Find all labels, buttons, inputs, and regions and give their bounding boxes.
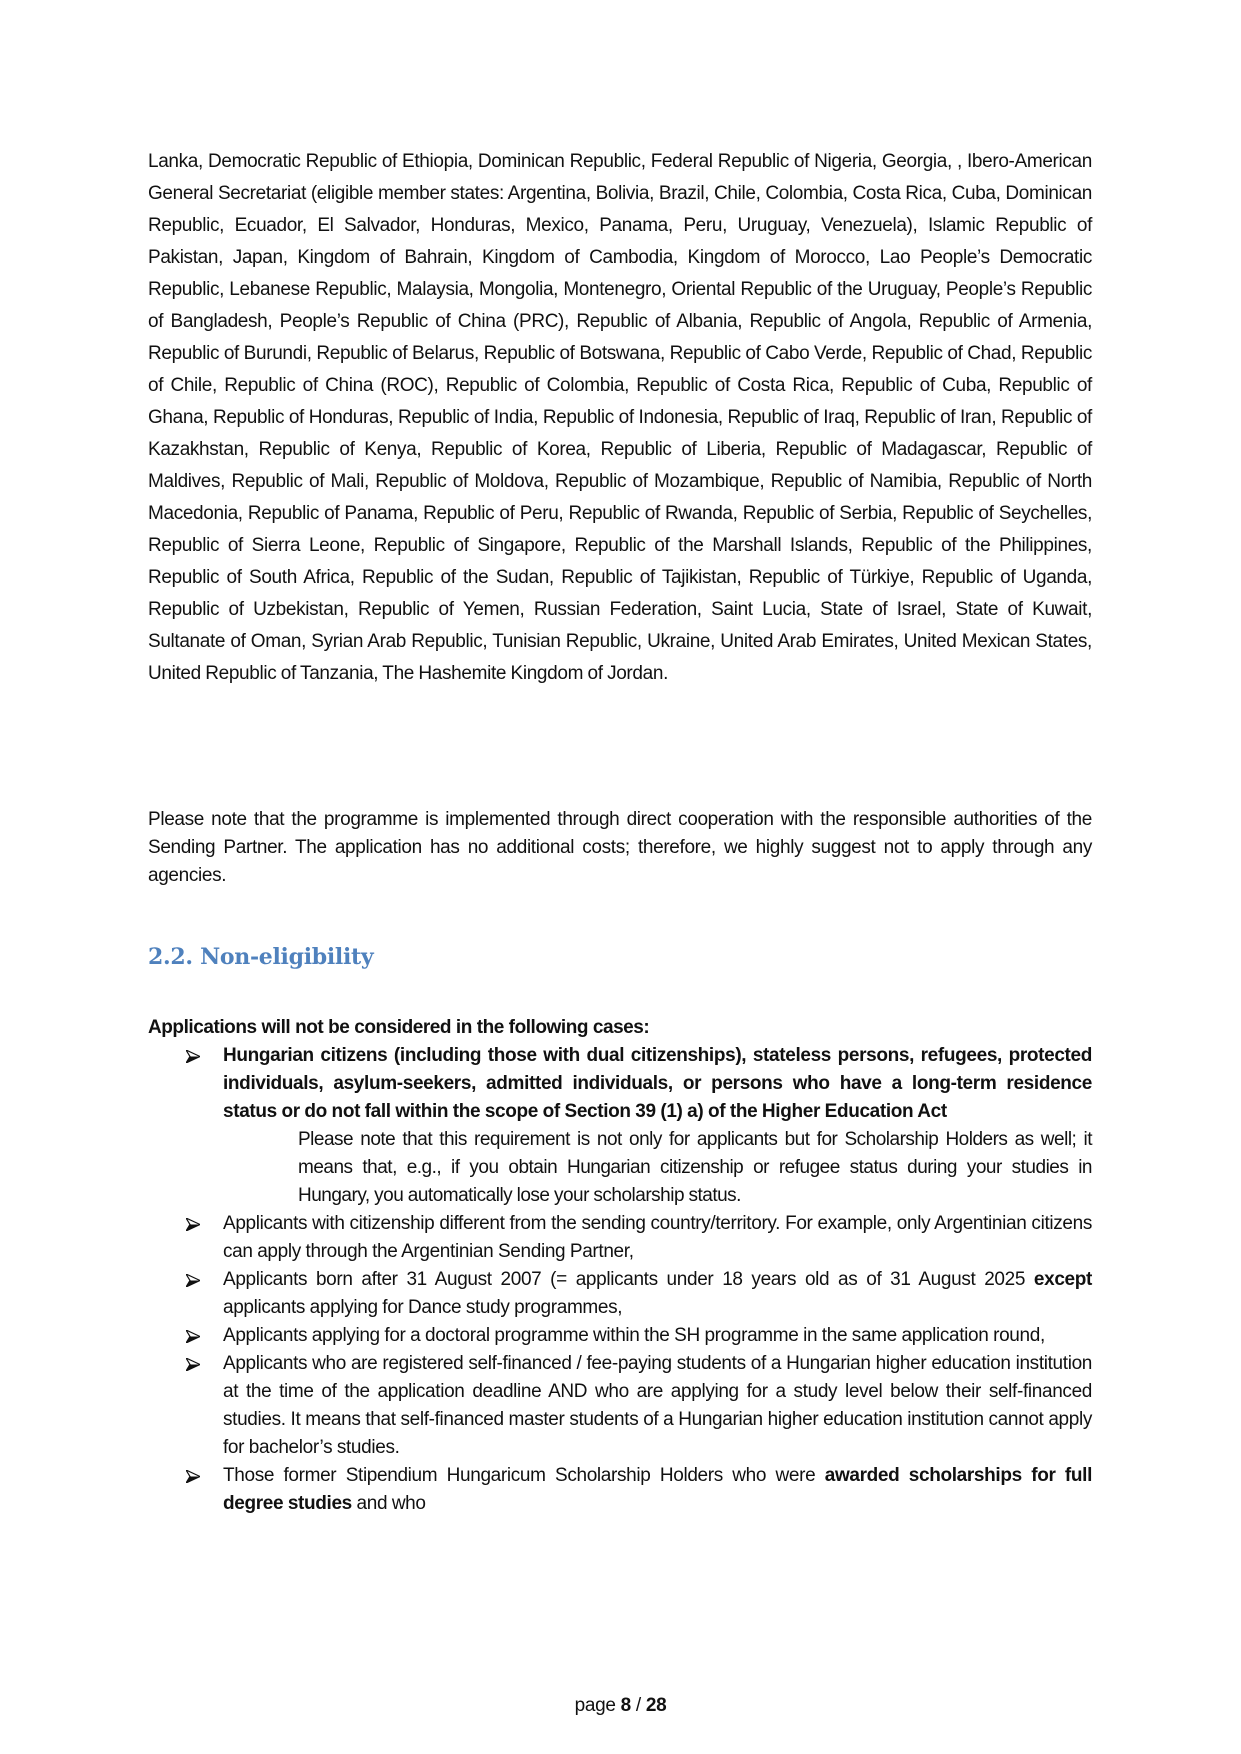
- list-item-text: Applicants applying for a doctoral programme within the SH programme in the same application round,: [223, 1325, 1045, 1346]
- list-item-bold-text: awarded scholarships for full degree studies: [223, 1465, 1093, 1514]
- arrowhead-bullet-icon: [186, 1210, 202, 1238]
- page-footer: [0, 1694, 1241, 1718]
- arrowhead-bullet-icon: [186, 1322, 202, 1350]
- arrowhead-bullet-icon: [186, 1350, 202, 1378]
- arrowhead-bullet-icon: [186, 1042, 202, 1070]
- current-page-number: 8: [620, 1695, 631, 1716]
- list-item-bold-text: except: [1033, 1269, 1092, 1290]
- list-item: [148, 1042, 1092, 1210]
- list-item-text: Those former Stipendium Hungaricum Scholarship Holders who were: [223, 1465, 825, 1486]
- list-item-text: applicants applying for Dance study programmes,: [223, 1297, 623, 1318]
- non-eligibility-list: [148, 1042, 1092, 1518]
- arrowhead-bullet-icon: [186, 1462, 202, 1490]
- list-item-note: Please note that this requirement is not only for applicants but for Scholarship Holders as well; it means that, e.g., if you obtain Hungarian citizenship or refugee status during your studies in Hungary, you automatically lose your scholarship status.: [298, 1129, 1092, 1206]
- eligible-countries-paragraph: Lanka, Democratic Republic of Ethiopia, Dominican Republic, Federal Republic of Nigeria, Georgia, , Ibero-American General Secretariat (eligible member states: Argentina, Bolivia, Brazil, Chile, Colombia, Costa Rica, Cuba, Dominican Republic, Ecuador, El Salvador, Honduras, Mexico, Panama, Peru, Uruguay, Venezuela), Islamic Republic of Pakistan, Japan, Kingdom of Bahrain, Kingdom of Cambodia, Kingdom of Morocco, Lao People’s Democratic Republic, Lebanese Republic, Malaysia, Mongolia, Montenegro, Oriental Republic of the Uruguay, People’s Republic of Bangladesh, People’s Republic of China (PRC), Republic of Albania, Republic of Angola, Republic of Armenia, Republic of Burundi, Republic of Belarus, Republic of Botswana, Republic of Cabo Verde, Republic of Chad, Republic of Chile, Republic of China (ROC), Republic of Colombia, Republic of Costa Rica, Republic of Cuba, Republic of Ghana, Republic of Honduras, Republic of India, Republic of Indonesia, Republic of Iraq, Republic of Iran, Republic of Kazakhstan, Republic of Kenya, Republic of Korea, Republic of Liberia, Republic of Madagascar, Republic of Maldives, Republic of Mali, Republic of Moldova, Republic of Mozambique, Republic of Namibia, Republic of North Macedonia, Republic of Panama, Republic of Peru, Republic of Rwanda, Republic of Serbia, Republic of Seychelles, Republic of Sierra Leone, Republic of Singapore, Republic of the Marshall Islands, Republic of the Philippines, Republic of South Africa, Republic of the Sudan, Republic of Tajikistan, Republic of Türkiye, Republic of Uganda, Republic of Uzbekistan, Republic of Yemen, Russian Federation, Saint Lucia, State of Israel, State of Kuwait, Sultanate of Oman, Syrian Arab Republic, Tunisian Republic, Ukraine, United Arab Emirates, United Mexican States, United Republic of Tanzania, The Hashemite Kingdom of Jordan.: [148, 151, 1092, 684]
- page-number-prefix: page: [574, 1695, 616, 1716]
- section-heading-non-eligibility: 2.2. Non-eligibility: [148, 944, 374, 970]
- page-number-separator: /: [635, 1695, 641, 1716]
- arrowhead-bullet-icon: [186, 1266, 202, 1294]
- non-eligibility-intro: Applications will not be considered in the following cases:: [148, 1017, 650, 1038]
- list-item: [148, 1462, 1092, 1518]
- list-item-text: Applicants with citizenship different from the sending country/territory. For example, only Argentinian citizens can apply through the Argentinian Sending Partner,: [223, 1213, 1092, 1262]
- total-page-count: 28: [645, 1695, 667, 1716]
- list-item: [148, 1350, 1092, 1462]
- list-item: [148, 1322, 1092, 1350]
- list-item-text: Applicants born after 31 August 2007 (= applicants under 18 years old as of 31 August 2025: [223, 1269, 1034, 1290]
- agency-note-paragraph: Please note that the programme is implemented through direct cooperation with the responsible authorities of the Sending Partner. The application has no additional costs; therefore, we highly suggest not to apply through any agencies.: [148, 809, 1092, 886]
- list-item: [148, 1210, 1092, 1266]
- list-item: [148, 1266, 1092, 1322]
- list-item-text: and who: [351, 1493, 426, 1514]
- list-item-bold-text: Hungarian citizens (including those with dual citizenships), stateless persons, refugees, protected individuals, asylum-seekers, admitted individuals, or persons who have a long-term residence status or do not fall within the scope of Section 39 (1) a) of the Higher Education Act: [223, 1045, 1092, 1122]
- list-item-text: Applicants who are registered self-financed / fee-paying students of a Hungarian higher education institution at the time of the application deadline AND who are applying for a study level below their self-financed studies. It means that self-financed master students of a Hungarian higher education institution cannot apply for bachelor’s studies.: [223, 1353, 1092, 1458]
